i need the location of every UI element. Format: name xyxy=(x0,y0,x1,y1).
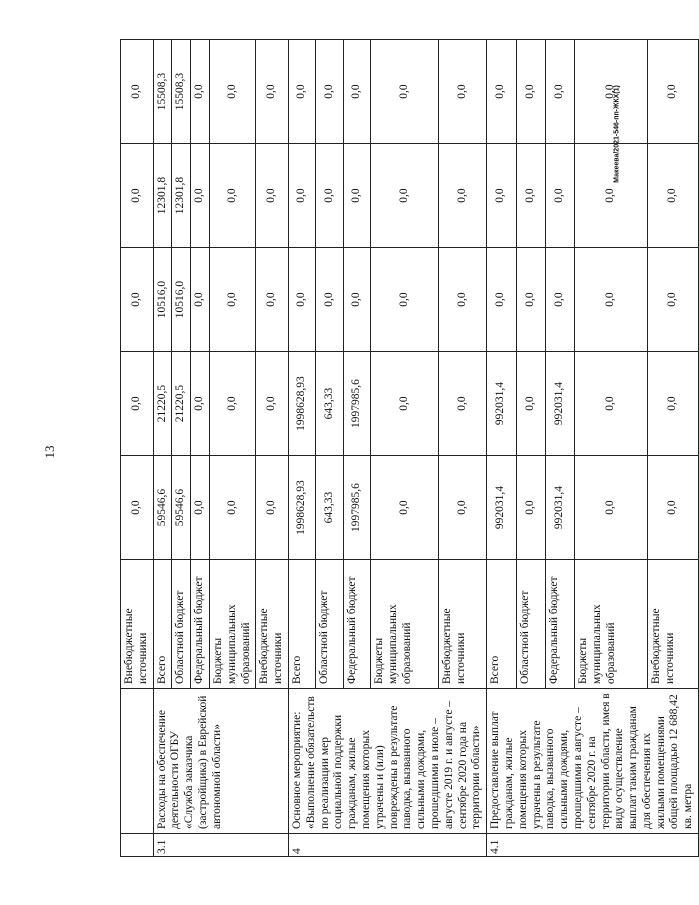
amount-cell: 0,0 xyxy=(209,352,255,456)
document-code: Макеева/2021-546-пп-ЖКХ(1) xyxy=(613,85,621,183)
amount-cell: 0,0 xyxy=(575,248,648,352)
table-row xyxy=(121,40,154,857)
amount-cell: 0,0 xyxy=(487,144,516,248)
amount-cell: 0,0 xyxy=(121,456,154,560)
amount-cell: 0,0 xyxy=(121,248,154,352)
activity-description xyxy=(121,689,154,834)
row-index: 3.1 xyxy=(153,834,288,857)
funding-source: Внебюджетные источники xyxy=(121,560,154,689)
amount-cell: 0,0 xyxy=(256,144,289,248)
amount-cell: 0,0 xyxy=(439,352,487,456)
budget-table xyxy=(120,39,699,857)
amount-cell: 59546,6 xyxy=(153,456,172,560)
amount-cell: 15508,3 xyxy=(172,40,191,144)
amount-cell: 0,0 xyxy=(288,144,316,248)
funding-source: Федеральный бюджет xyxy=(343,560,371,689)
amount-cell: 0,0 xyxy=(371,144,439,248)
amount-cell: 0,0 xyxy=(516,456,545,560)
amount-cell: 0,0 xyxy=(648,248,699,352)
amount-cell: 0,0 xyxy=(439,456,487,560)
amount-cell: 0,0 xyxy=(575,456,648,560)
amount-cell: 0,0 xyxy=(516,352,545,456)
amount-cell: 0,0 xyxy=(256,248,289,352)
amount-cell: 0,0 xyxy=(256,352,289,456)
row-index xyxy=(121,834,154,857)
amount-cell: 0,0 xyxy=(439,40,487,144)
amount-cell: 0,0 xyxy=(256,40,289,144)
amount-cell: 1998628,93 xyxy=(288,352,316,456)
amount-cell: 15508,3 xyxy=(153,40,172,144)
amount-cell: 992031,4 xyxy=(545,456,574,560)
amount-cell: 0,0 xyxy=(648,352,699,456)
amount-cell: 1998628,93 xyxy=(288,456,316,560)
amount-cell: 0,0 xyxy=(191,352,210,456)
budget-table-body xyxy=(121,40,699,857)
amount-cell: 0,0 xyxy=(545,40,574,144)
funding-source: Бюджеты муниципальных образований xyxy=(371,560,439,689)
amount-cell: 0,0 xyxy=(209,248,255,352)
amount-cell: 0,0 xyxy=(121,40,154,144)
amount-cell: 0,0 xyxy=(516,248,545,352)
funding-source: Бюджеты муниципальных образований xyxy=(575,560,648,689)
amount-cell: 0,0 xyxy=(648,40,699,144)
amount-cell: 0,0 xyxy=(343,144,371,248)
amount-cell: 0,0 xyxy=(648,456,699,560)
funding-source: Федеральный бюджет xyxy=(545,560,574,689)
row-index: 4.1 xyxy=(487,834,699,857)
amount-cell: 0,0 xyxy=(371,352,439,456)
amount-cell: 10516,0 xyxy=(172,248,191,352)
amount-cell: 0,0 xyxy=(371,248,439,352)
amount-cell: 0,0 xyxy=(545,144,574,248)
funding-source: Всего xyxy=(487,560,516,689)
funding-source: Областной бюджет xyxy=(316,560,344,689)
amount-cell: 0,0 xyxy=(191,144,210,248)
funding-source: Областной бюджет xyxy=(172,560,191,689)
activity-description: Предоставление выплат гражданам, жилые помещения которых утрачены в результате паводка, вызванного сильными дождями, прошедшими в августе – сентябре 2020 г. на территории области, имея в виду осуществление выплат таким гражданам для обеспечения их жилыми помещениями общей площадью 12 688,42 кв. метра xyxy=(487,689,699,834)
funding-source: Всего xyxy=(153,560,172,689)
amount-cell: 0,0 xyxy=(121,144,154,248)
amount-cell: 0,0 xyxy=(209,40,255,144)
amount-cell: 0,0 xyxy=(343,248,371,352)
amount-cell: 21220,5 xyxy=(153,352,172,456)
table-row xyxy=(288,40,316,857)
table-row xyxy=(153,40,172,857)
amount-cell: 0,0 xyxy=(575,144,648,248)
amount-cell: 12301,8 xyxy=(172,144,191,248)
funding-source: Областной бюджет xyxy=(516,560,545,689)
amount-cell: 0,0 xyxy=(487,40,516,144)
amount-cell: 0,0 xyxy=(316,144,344,248)
amount-cell: 0,0 xyxy=(545,248,574,352)
amount-cell: 992031,4 xyxy=(487,456,516,560)
amount-cell: 1997985,6 xyxy=(343,352,371,456)
amount-cell: 0,0 xyxy=(316,40,344,144)
amount-cell: 0,0 xyxy=(439,144,487,248)
amount-cell: 12301,8 xyxy=(153,144,172,248)
amount-cell: 59546,6 xyxy=(172,456,191,560)
amount-cell: 0,0 xyxy=(575,40,648,144)
amount-cell: 0,0 xyxy=(288,248,316,352)
amount-cell: 0,0 xyxy=(648,144,699,248)
amount-cell: 1997985,6 xyxy=(343,456,371,560)
amount-cell: 0,0 xyxy=(487,248,516,352)
amount-cell: 0,0 xyxy=(516,144,545,248)
amount-cell: 0,0 xyxy=(209,456,255,560)
page-number: 13 xyxy=(42,445,57,459)
amount-cell: 0,0 xyxy=(516,40,545,144)
funding-source: Внебюджетные источники xyxy=(256,560,289,689)
amount-cell: 21220,5 xyxy=(172,352,191,456)
amount-cell: 0,0 xyxy=(371,456,439,560)
amount-cell: 0,0 xyxy=(371,40,439,144)
amount-cell: 0,0 xyxy=(439,248,487,352)
funding-source: Внебюджетные источники xyxy=(439,560,487,689)
amount-cell: 0,0 xyxy=(288,40,316,144)
amount-cell: 0,0 xyxy=(343,40,371,144)
activity-description: Расходы на обеспечение деятельности ОГБУ «Служба заказчика (застройщика) в Еврейской автономной области» xyxy=(153,689,288,834)
funding-source: Всего xyxy=(288,560,316,689)
amount-cell: 0,0 xyxy=(575,352,648,456)
table-row xyxy=(487,40,516,857)
amount-cell: 643,33 xyxy=(316,352,344,456)
amount-cell: 0,0 xyxy=(191,40,210,144)
funding-source: Внебюджетные источники xyxy=(648,560,699,689)
row-index: 4 xyxy=(288,834,486,857)
activity-description: Основное мероприятие: «Выполнение обязательств по реализации мер социальной поддержки гражданам, жилые помещения которых утрачены и (или) повреждены в результате паводка, вызванного сильными дождями, прошедшими в июле – августе 2019 г. и августе – сентябре 2020 года на территории области» xyxy=(288,689,486,834)
amount-cell: 0,0 xyxy=(121,352,154,456)
amount-cell: 992031,4 xyxy=(545,352,574,456)
funding-source: Бюджеты муниципальных образований xyxy=(209,560,255,689)
amount-cell: 0,0 xyxy=(191,248,210,352)
amount-cell: 0,0 xyxy=(191,456,210,560)
funding-source: Федеральный бюджет xyxy=(191,560,210,689)
amount-cell: 0,0 xyxy=(209,144,255,248)
amount-cell: 10516,0 xyxy=(153,248,172,352)
amount-cell: 643,33 xyxy=(316,456,344,560)
amount-cell: 992031,4 xyxy=(487,352,516,456)
amount-cell: 0,0 xyxy=(256,456,289,560)
amount-cell: 0,0 xyxy=(316,248,344,352)
